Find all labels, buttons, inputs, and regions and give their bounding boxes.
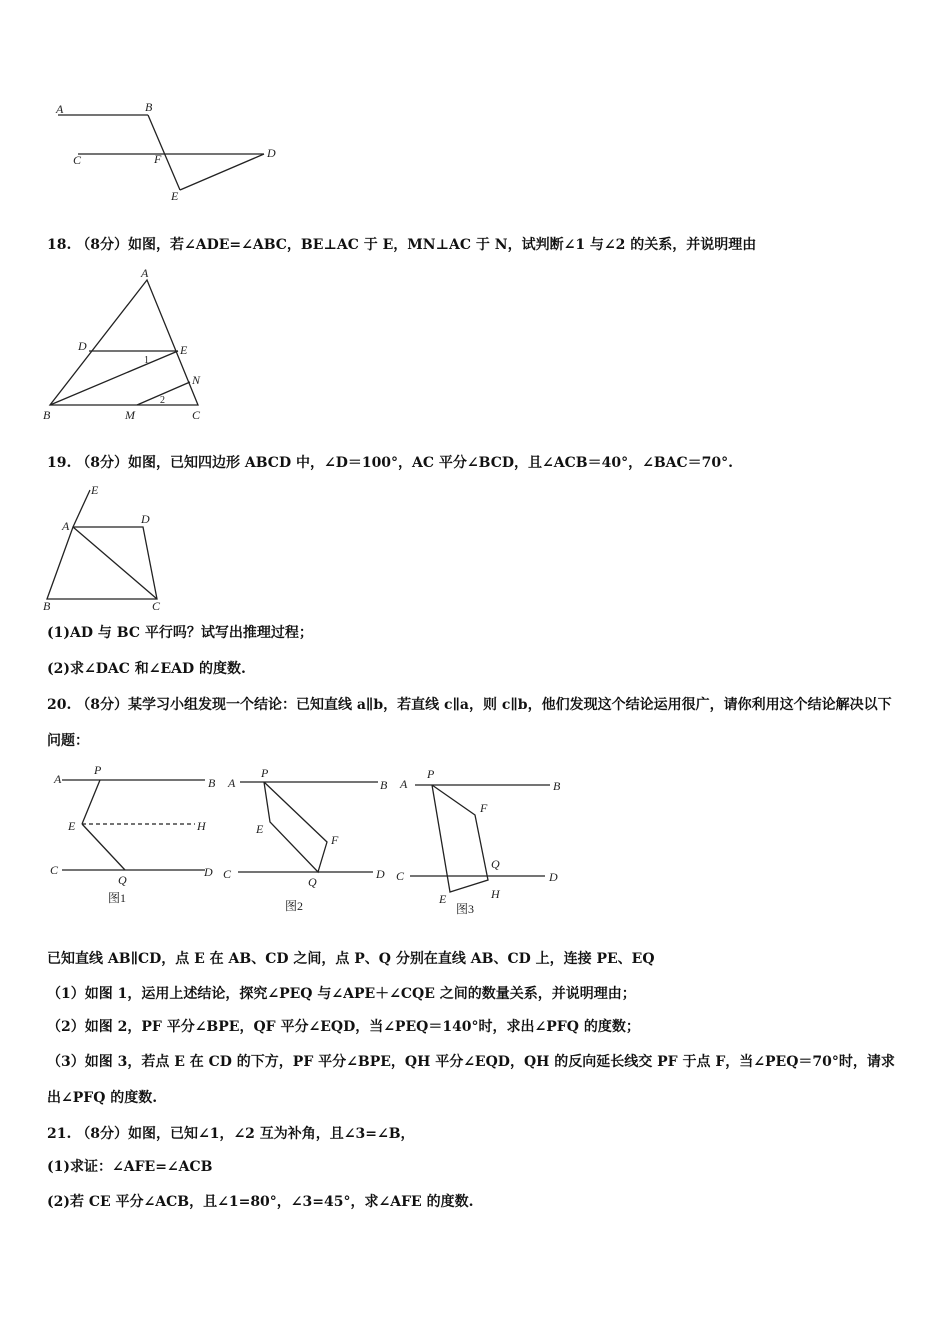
figure-q20 [40, 760, 580, 925]
fig1-segment-eq [82, 824, 125, 870]
fig2-caption: 图2 [285, 899, 304, 913]
fig2-label-d: D [376, 867, 385, 881]
fig1-label-a: A [54, 772, 62, 786]
fig1-label-d: D [204, 865, 213, 879]
fig1-label-e: E [68, 819, 76, 833]
question-19-text: 19. （8分）如图，已知四边形 ABCD 中，∠D＝100°，AC 平分∠BCD，且∠ACB＝40°，∠BAC＝70°. [47, 455, 734, 471]
label-d: D [141, 512, 150, 526]
label-angle-2: 2 [160, 395, 165, 406]
diagonal-ac [73, 527, 157, 599]
fig2-quadrilateral-pfqe [264, 782, 327, 872]
question-21-part-1: (1)求证：∠AFE=∠ACB [47, 1159, 213, 1175]
label-n: N [192, 373, 201, 387]
label-e: E [171, 189, 179, 203]
fig2-label-a: A [228, 776, 236, 790]
label-c: C [192, 408, 201, 422]
ray-ae [73, 490, 90, 527]
fig2-label-c: C [223, 867, 232, 881]
label-d: D [78, 339, 87, 353]
label-angle-1: 1 [144, 355, 149, 366]
fig3-label-p: P [427, 767, 435, 781]
label-e: E [91, 483, 99, 497]
label-m: M [125, 408, 135, 422]
fig3-label-d: D [549, 870, 558, 884]
fig3-caption: 图3 [456, 902, 475, 916]
question-20-text: 20. （8分）某学习小组发现一个结论：已知直线 a∥b，若直线 c∥a，则 c∥b，他们发现这个结论运用很广，请你利用这个结论解决以下问题： [47, 697, 892, 749]
fig2-label-e: E [256, 822, 264, 836]
question-18-text: 18. （8分）如图，若∠ADE=∠ABC，BE⊥AC 于 E，MN⊥AC 于 N，试判断∠1 与∠2 的关系，并说明理由 [47, 237, 757, 253]
fig1-label-h: H [197, 819, 206, 833]
fig3-label-q: Q [491, 857, 500, 871]
question-20-given: 已知直线 AB∥CD，点 E 在 AB、CD 之间，点 P、Q 分别在直线 AB、CD 上，连接 PE、EQ [47, 951, 655, 967]
question-20-part-2: （2）如图 2，PF 平分∠BPE，QF 平分∠EQD，当∠PEQ＝140°时，求出∠PFQ 的度数； [47, 1019, 640, 1035]
fig1-segment-pe [82, 780, 100, 824]
question-21-part-2: (2)若 CE 平分∠ACB，且∠1=80°，∠3=45°，求∠AFE 的度数. [47, 1194, 474, 1210]
fig1-label-q: Q [118, 873, 127, 887]
triangle-abc [50, 280, 198, 405]
fig3-label-e: E [439, 892, 447, 906]
figure-q20-2 [223, 766, 388, 913]
fig3-label-h: H [491, 887, 500, 901]
figure-q20-3 [396, 767, 561, 916]
segment-be [148, 115, 180, 190]
fig1-label-p: P [94, 763, 102, 777]
fig1-label-b: B [208, 776, 216, 790]
label-a: A [141, 266, 149, 280]
label-a: A [62, 519, 70, 533]
segment-be [50, 351, 178, 405]
figure-q18 [40, 262, 230, 427]
segment-ed [180, 154, 264, 190]
fig2-label-p: P [261, 766, 269, 780]
label-b: B [145, 100, 153, 114]
label-b: B [43, 408, 51, 422]
fig1-label-c: C [50, 863, 59, 877]
question-20-part-1: （1）如图 1，运用上述结论，探究∠PEQ 与∠APE＋∠CQE 之间的数量关系，并说明理由； [47, 986, 636, 1002]
fig3-label-f: F [480, 801, 488, 815]
quadrilateral-abcd [47, 527, 157, 599]
label-f: F [154, 152, 162, 166]
fig2-label-f: F [331, 833, 339, 847]
question-20-part-3: （3）如图 3，若点 E 在 CD 的下方，PF 平分∠BPE，QH 平分∠EQD，QH 的反向延长线交 PF 于点 F，当∠PEQ＝70°时，请求出∠PFQ 的度数. [47, 1054, 895, 1106]
fig3-label-c: C [396, 869, 405, 883]
figure-q20-1 [50, 763, 216, 905]
fig3-label-b: B [553, 779, 561, 793]
figure-q19 [40, 482, 180, 617]
label-c: C [152, 599, 161, 613]
figure-top [40, 95, 300, 210]
fig3-label-a: A [400, 777, 408, 791]
fig2-label-b: B [380, 778, 388, 792]
label-e: E [180, 343, 188, 357]
label-c: C [73, 153, 82, 167]
label-a: A [56, 102, 64, 116]
fig2-label-q: Q [308, 875, 317, 889]
question-19-part-1: (1)AD 与 BC 平行吗？试写出推理过程； [47, 625, 313, 641]
label-d: D [267, 146, 276, 160]
fig1-caption: 图1 [108, 891, 127, 905]
question-21-text: 21. （8分）如图，已知∠1，∠2 互为补角，且∠3=∠B， [47, 1126, 415, 1142]
question-19-part-2: (2)求∠DAC 和∠EAD 的度数. [47, 661, 246, 677]
label-b: B [43, 599, 51, 613]
